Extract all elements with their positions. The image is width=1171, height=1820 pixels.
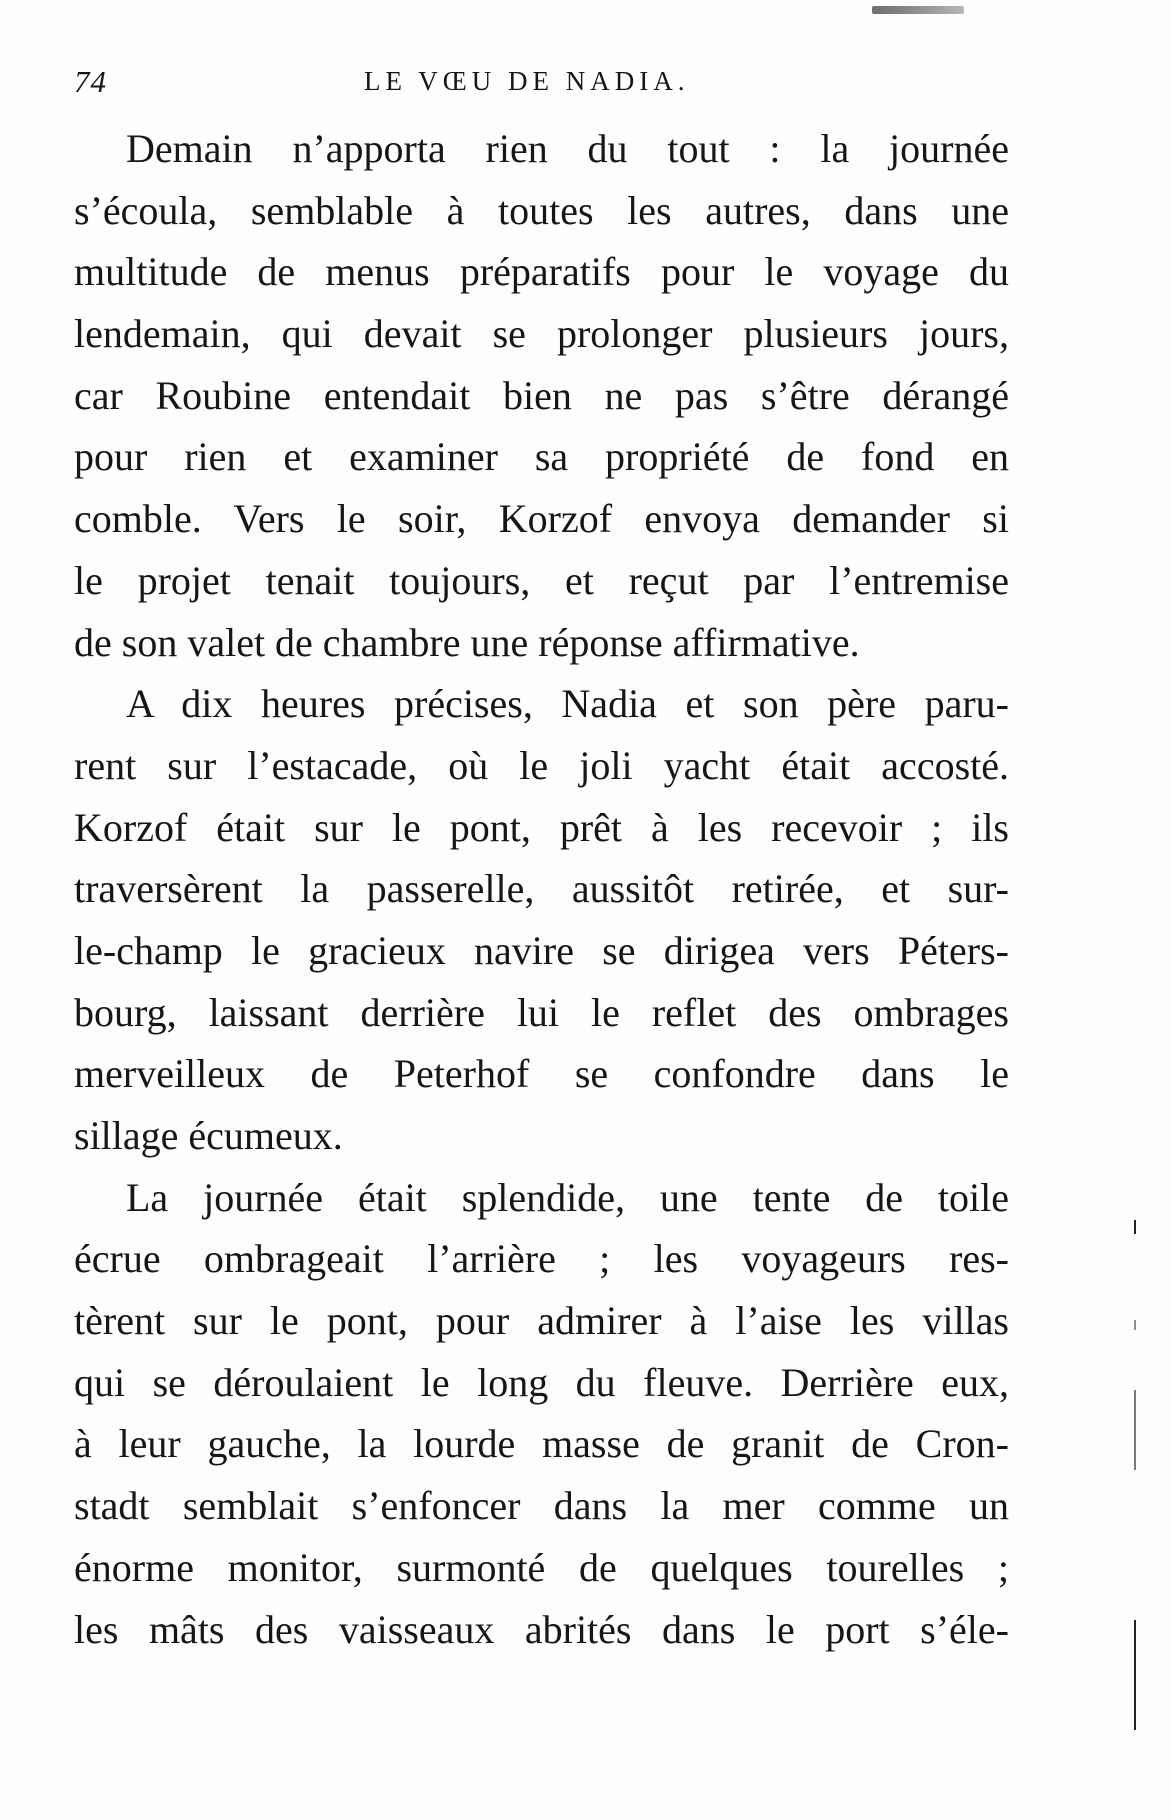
text-line: stadt semblait s’enfoncer dans la mer comme un — [74, 1483, 1009, 1529]
text-line: bourg, laissant derrière lui le reflet des ombrages — [74, 989, 1009, 1035]
scan-mark — [872, 6, 964, 14]
text-line: traversèrent la passerelle, aussitôt retirée, et sur- — [74, 866, 1009, 912]
text-line: Demain n’apporta rien du tout : la journée — [126, 126, 1009, 171]
text-line: A dix heures précises, Nadia et son père paru- — [126, 681, 1009, 727]
page-number: 74 — [74, 64, 107, 99]
text-line: de son valet de chambre une réponse affirmative. — [74, 619, 860, 665]
body-text — [74, 118, 1009, 1660]
text-line: sillage écumeux. — [74, 1113, 343, 1158]
text-line: qui se déroulaient le long du fleuve. Derrière eux, — [74, 1359, 1009, 1405]
text-line: lendemain, qui devait se prolonger plusieurs jours, — [74, 311, 1009, 357]
text-line: s’écoula, semblable à toutes les autres, dans une — [74, 187, 1009, 233]
page-edge-marks — [1130, 1220, 1142, 1740]
text-line: pour rien et examiner sa propriété de fond en — [74, 434, 1009, 480]
text-line: énorme monitor, surmonté de quelques tourelles ; — [74, 1544, 1009, 1590]
text-line: tèrent sur le pont, pour admirer à l’aise les villas — [74, 1298, 1009, 1344]
text-line: merveilleux de Peterhof se confondre dans le — [74, 1051, 1009, 1097]
text-line: La journée était splendide, une tente de toile — [126, 1174, 1009, 1220]
text-line: les mâts des vaisseaux abrités dans le port s’éle- — [74, 1606, 1009, 1652]
text-line: Korzof était sur le pont, prêt à les recevoir ; ils — [74, 804, 1009, 850]
text-line: le-champ le gracieux navire se dirigea vers Péters- — [74, 927, 1009, 973]
text-line: rent sur l’estacade, où le joli yacht était accosté. — [74, 742, 1009, 788]
text-line: écrue ombrageait l’arrière ; les voyageurs res- — [74, 1236, 1009, 1282]
text-line: le projet tenait toujours, et reçut par l’entremise — [74, 557, 1009, 603]
text-line: car Roubine entendait bien ne pas s’être dérangé — [74, 372, 1009, 418]
text-line: à leur gauche, la lourde masse de granit de Cron- — [74, 1421, 1009, 1467]
text-line: multitude de menus préparatifs pour le voyage du — [74, 249, 1009, 295]
running-title: LE VŒU DE NADIA. — [364, 66, 690, 96]
page-header — [74, 64, 1009, 104]
text-line: comble. Vers le soir, Korzof envoya demander si — [74, 496, 1009, 542]
